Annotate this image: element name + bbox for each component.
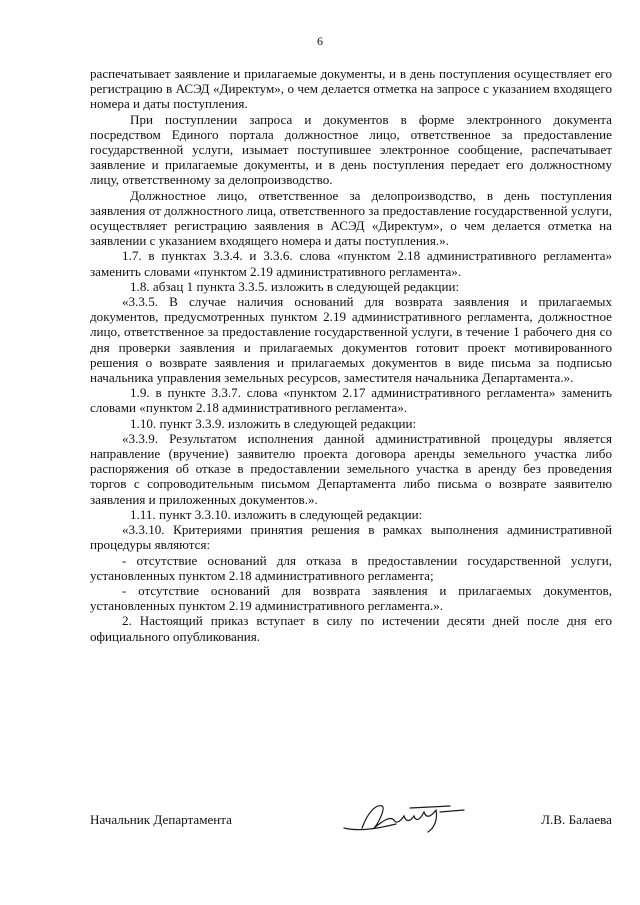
paragraph: 1.9. в пункте 3.3.7. слова «пунктом 2.17 административного регламента» заменить словами «пунктом 2.18 административного регламента». [90,385,612,416]
paragraph: 1.11. пункт 3.3.10. изложить в следующей редакции: [130,506,423,522]
page-number: 6 [317,34,323,48]
paragraph: «3.3.9. Результатом исполнения данной административной процедуры является направление (вручение) заявителю проекта договора аренды земельного участка либо распоряжения об отказе в предоставлении земельного участка в аренду без проведения торгов с сопроводительным письмом Департамента либо письма о возврате заявителю заявления и приложенных документов.». [90,430,612,507]
paragraph: - отсутствие оснований для отказа в предоставлении государственной услуги, установленных пунктом 2.18 административного регламента; [90,552,612,583]
paragraph: - отсутствие оснований для возврата заявления и прилагаемых документов, установленных пунктом 2.19 административного регламента.». [90,582,612,614]
signer-position: Начальник Департамента [90,812,232,827]
paragraph: При поступлении запроса и документов в форме электронного документа посредством Единого портала должностное лицо, ответственное за предоставление государственной услуги, изымает поступившее электронное сообщение, распечатывает заявление и прилагаемые документы, и в день поступления передает его должностному лицу, ответственному за делопроизводство. [90,111,612,188]
signature-block [90,808,612,848]
paragraph: 1.10. пункт 3.3.9. изложить в следующей редакции: [130,415,417,431]
paragraph: «3.3.5. В случае наличия оснований для возврата заявления и прилагаемых документов, предусмотренных пунктом 2.19 административного регламента, должностное лицо, ответственное за предоставление государственной услуги, в течение 1 рабочего дня со дня проверки заявления и прилагаемых документов готовит проект мотивированного решения о возврате заявления и прилагаемых документов в виде письма за подписью начальника управления земельных ресурсов, заместителя начальника Департамента.». [90,294,612,386]
paragraph: 1.8. абзац 1 пункта 3.3.5. изложить в следующей редакции: [130,278,460,294]
signer-name: Л.В. Балаева [541,812,612,827]
handwritten-signature [340,798,470,838]
document-body [90,66,612,644]
paragraph: «3.3.10. Критериями принятия решения в рамках выполнения административной процедуры являются: [90,522,612,553]
paragraph: 2. Настоящий приказ вступает в силу по истечении десяти дней после дня его официального опубликования. [90,613,612,644]
paragraph: Должностное лицо, ответственное за делопроизводство, в день поступления заявления от должностного лица, ответственного за предоставление государственной услуги, осуществляет регистрацию заявления в АСЭД «Директум», о чем делается отметка на заявлении с указанием входящего номера и даты поступления.». [90,187,612,249]
paragraph: 1.7. в пунктах 3.3.4. и 3.3.6. слова «пунктом 2.18 административного регламента» заменить словами «пунктом 2.19 административного регламента». [90,248,612,279]
paragraph: распечатывает заявление и прилагаемые документы, и в день поступления осуществляет его регистрацию в АСЭД «Директум», о чем делается отметка на запросе с указанием входящего номера и даты поступления. [90,66,612,112]
